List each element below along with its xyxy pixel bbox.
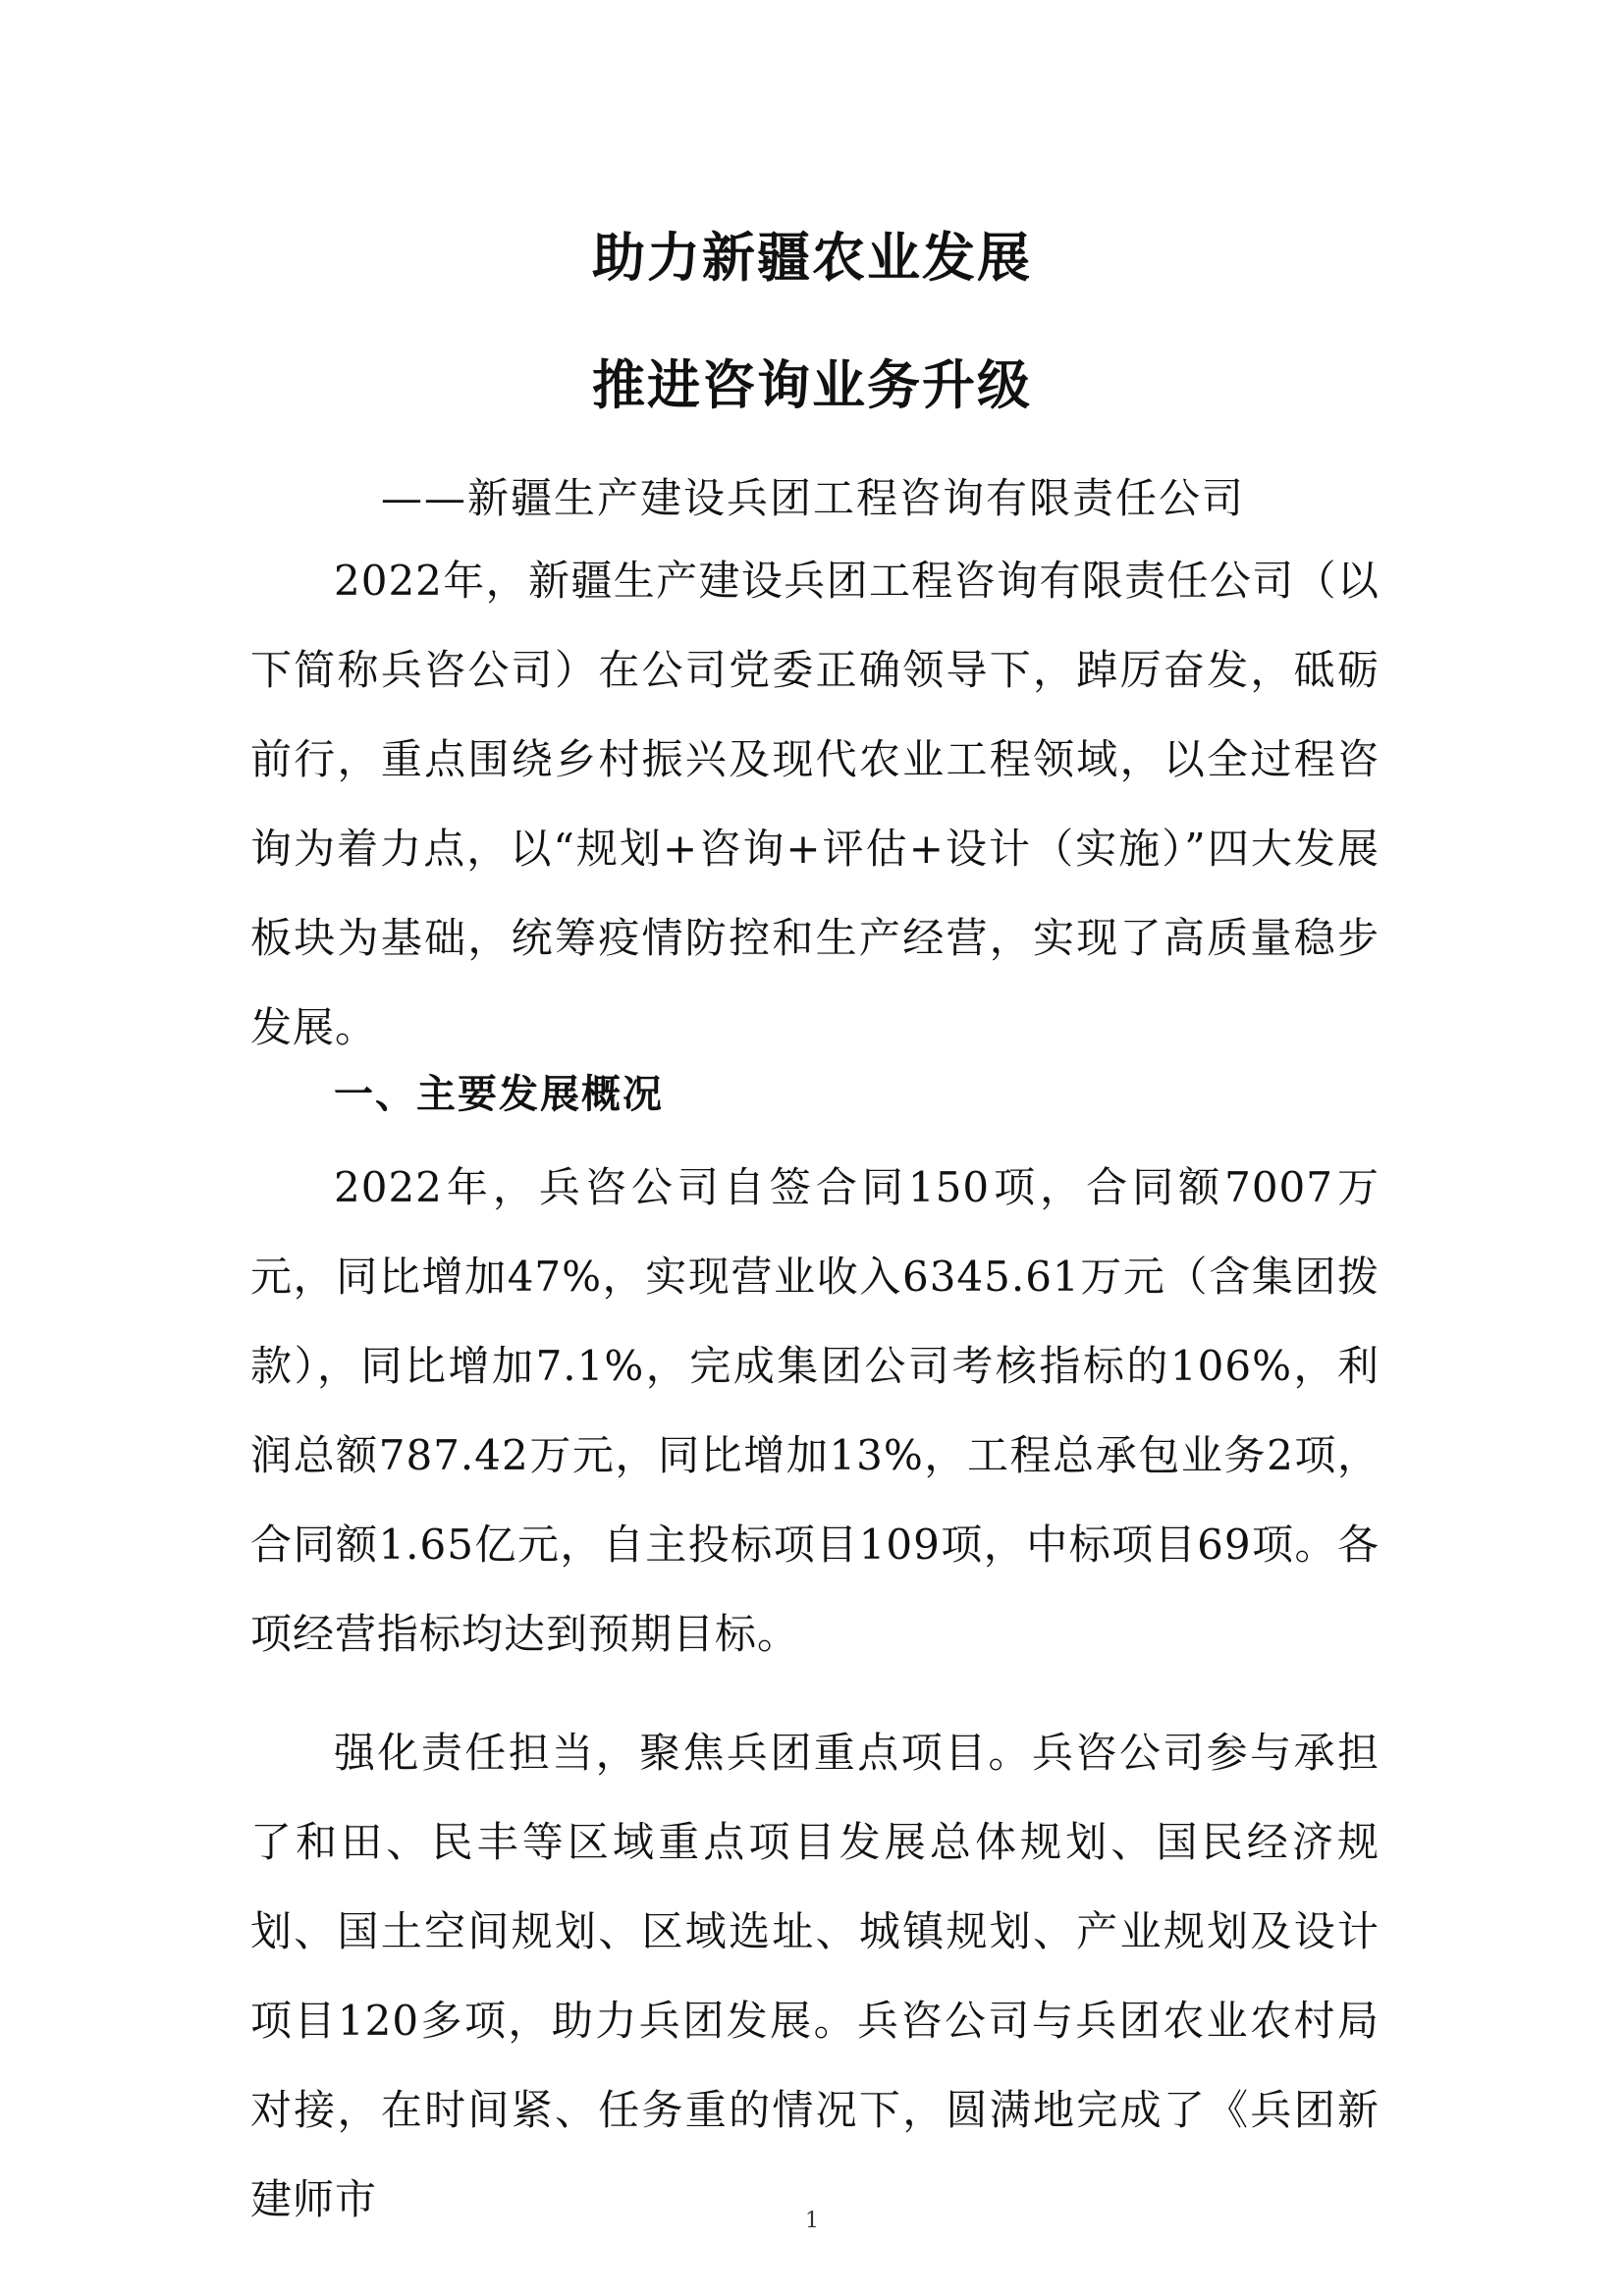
document-title-line-1: 助力新疆农业发展	[592, 227, 1032, 289]
section-heading: 一、主要发展概况	[334, 1072, 664, 1117]
document-title-line-2: 推进咨询业务升级	[592, 354, 1032, 416]
overview-paragraph: 2022年，兵咨公司自签合同150项，合同额7007万元，同比增加47%，实现营业收入6345.61万元（含集团拨款），同比增加7.1%，完成集团公司考核指标的106%，利润总额787.42万元，同比增加13%，工程总承包业务2项，合同额1.65亿元，自主投标项目109项，中标项目69项。各项经营指标均达到预期目标。	[250, 1163, 1380, 1658]
document-subtitle: ——新疆生产建设兵团工程咨询有限责任公司	[381, 474, 1246, 522]
responsibility-paragraph: 强化责任担当，聚焦兵团重点项目。兵咨公司参与承担了和田、民丰等区域重点项目发展总体规划、国民经济规划、国土空间规划、区域选址、城镇规划、产业规划及设计项目120多项，助力兵团发展。兵咨公司与兵团农业农村局对接，在时间紧、任务重的情况下，圆满地完成了《兵团新建师市	[250, 1729, 1380, 2223]
page-number: 1	[805, 2209, 819, 2233]
intro-paragraph: 2022年，新疆生产建设兵团工程咨询有限责任公司（以下简称兵咨公司）在公司党委正确领导下，踔厉奋发，砥砺前行，重点围绕乡村振兴及现代农业工程领域，以全过程咨询为着力点，以“规划+咨询+评估+设计（实施）”四大发展板块为基础，统筹疫情防控和生产经营，实现了高质量稳步发展。	[250, 557, 1380, 1051]
